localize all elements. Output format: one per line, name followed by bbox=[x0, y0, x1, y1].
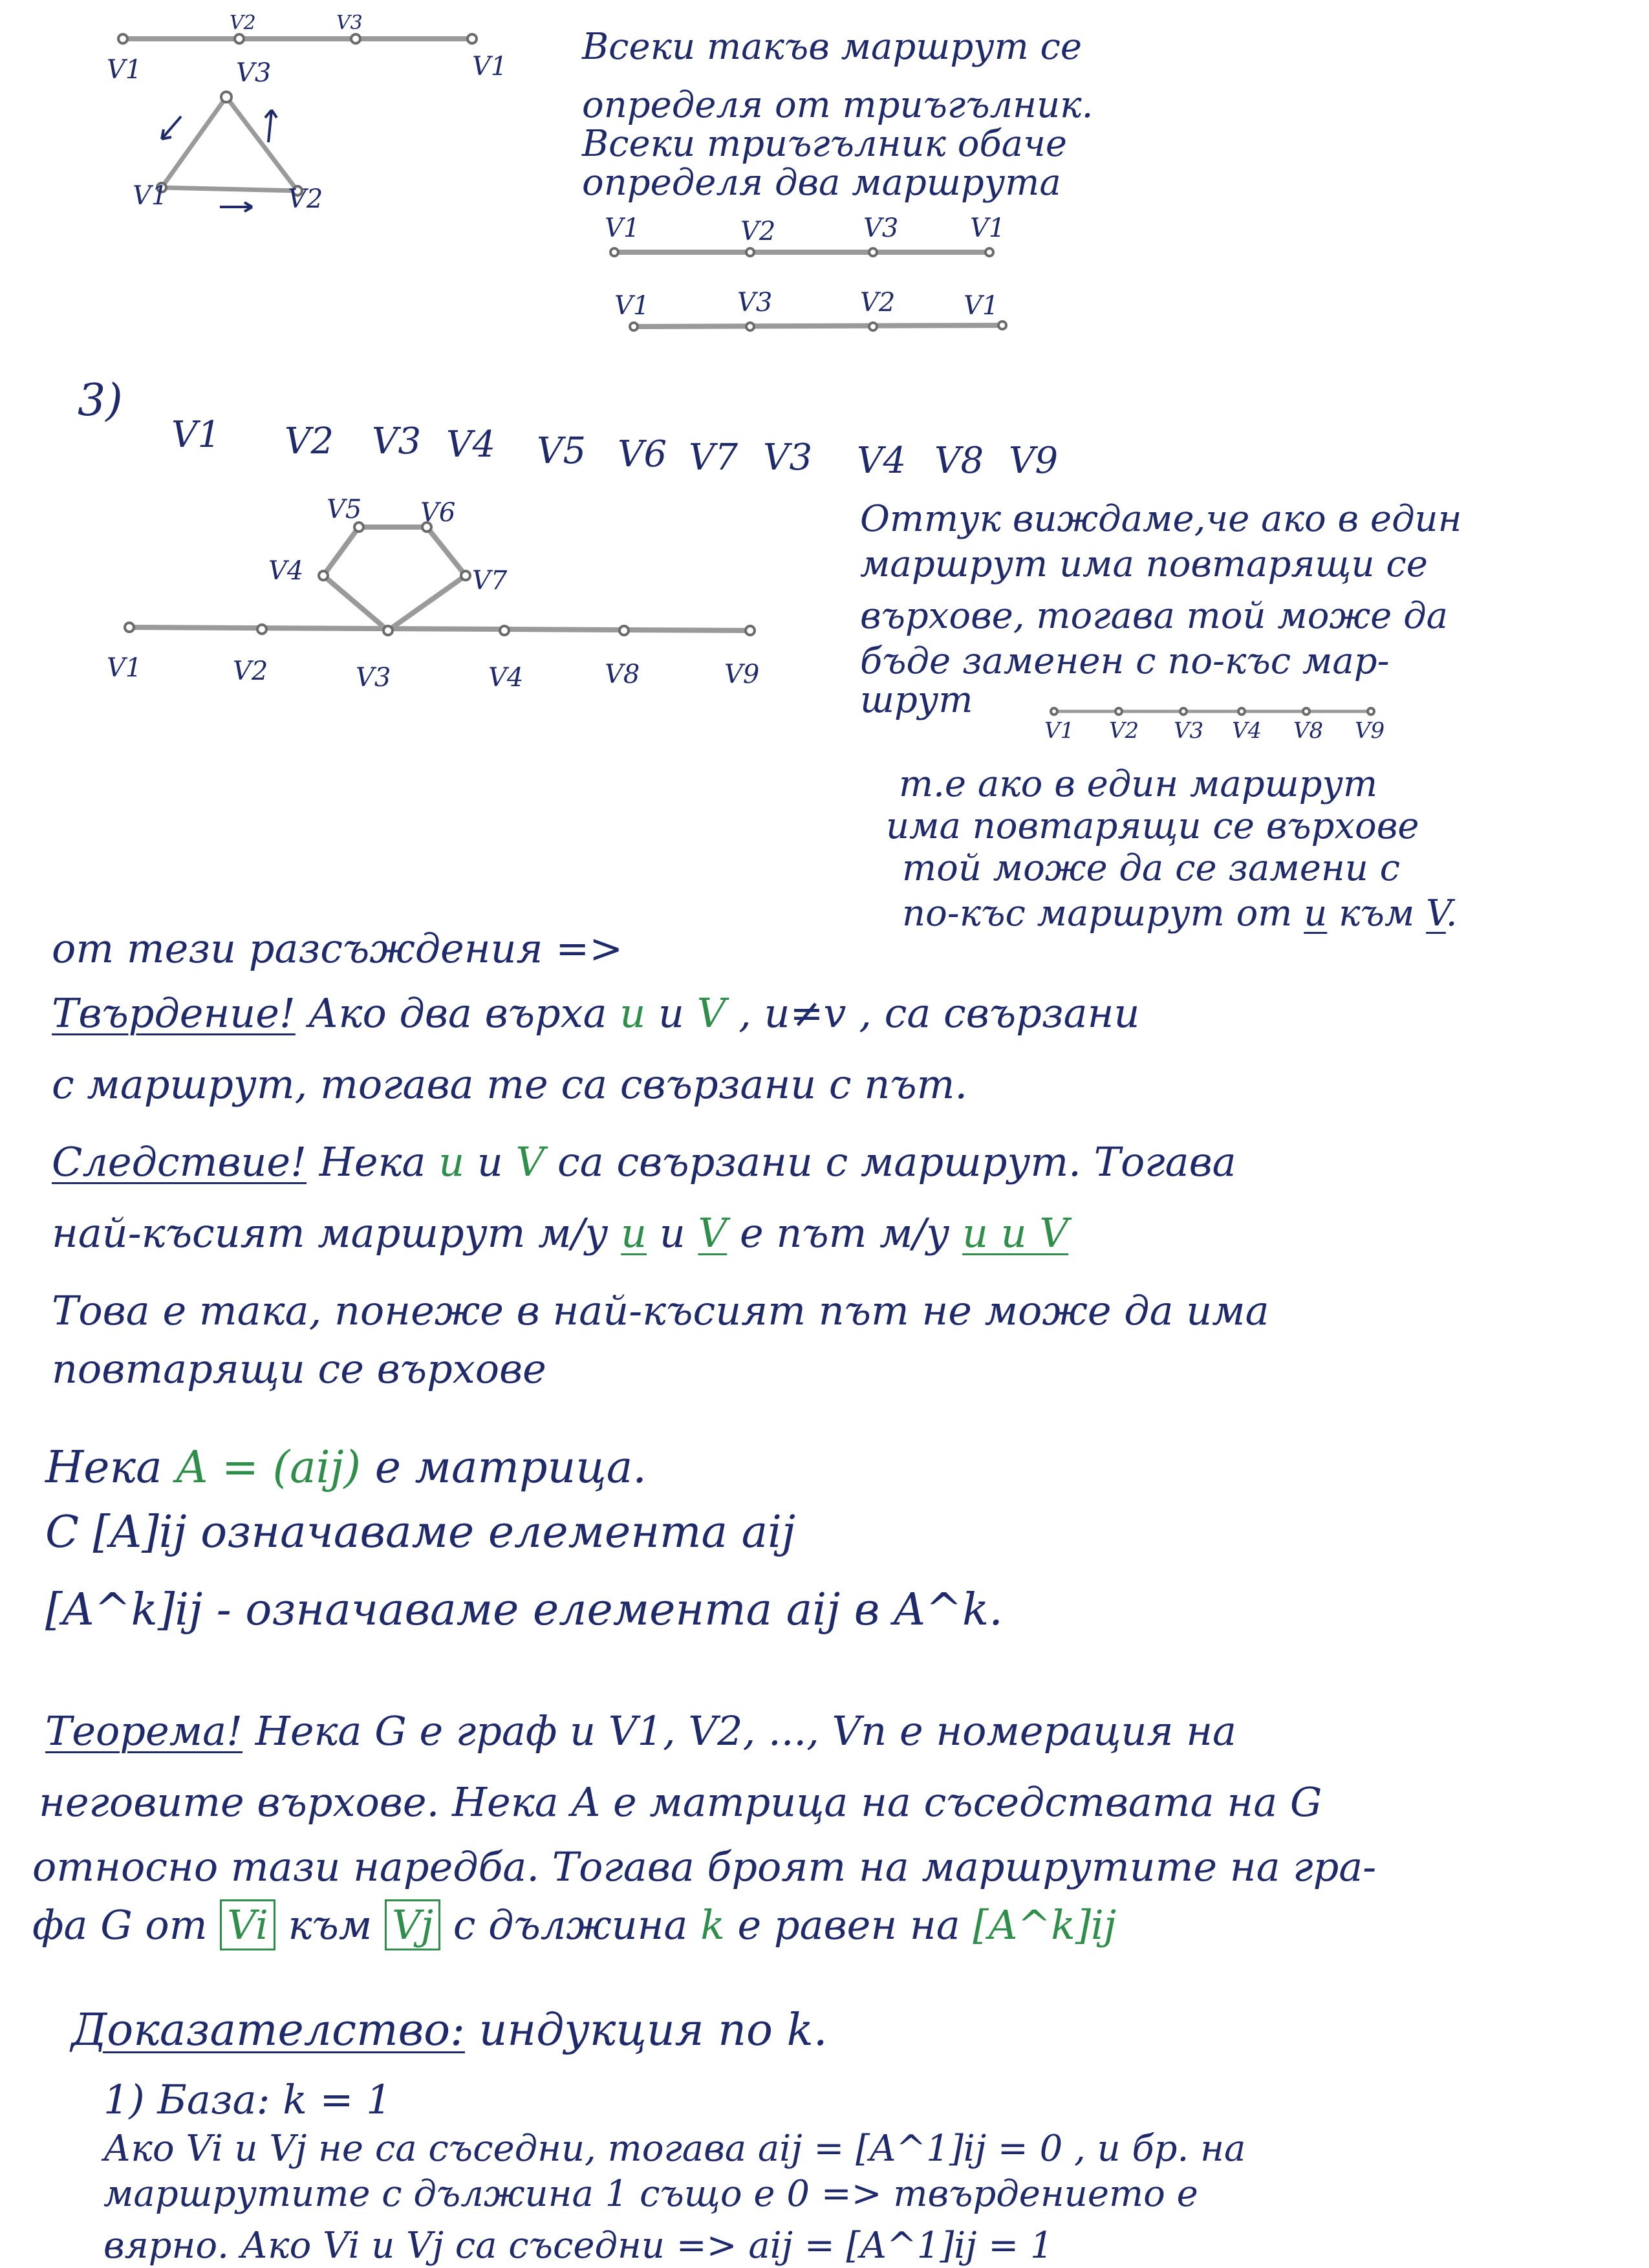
seq-v3: V3 bbox=[372, 420, 422, 462]
note1-line4: определя два маршрута bbox=[582, 162, 1061, 204]
cor-v: V bbox=[515, 1138, 545, 1185]
theorem-line1 bbox=[45, 1707, 1236, 1755]
route1-v1-end: V1 bbox=[970, 213, 1006, 243]
note1-line2: определя от триъгълник. bbox=[582, 84, 1094, 126]
cor2-text-a: най-късият маршрут м/у bbox=[52, 1209, 609, 1257]
matrix-line2: С [A]ij означаваме елемента aij bbox=[45, 1507, 796, 1558]
note3-line2: има повтарящи се върхове bbox=[886, 805, 1419, 847]
route2-v3: V3 bbox=[737, 288, 773, 318]
cor-and: и bbox=[477, 1138, 503, 1185]
corollary-label: Следствие! bbox=[52, 1138, 307, 1185]
thm-text-4a: фа G от bbox=[32, 1901, 208, 1949]
seq-v9: V9 bbox=[1009, 440, 1059, 482]
claim-text-a: Ако два върха bbox=[308, 989, 607, 1037]
route1-v2: V2 bbox=[740, 217, 776, 246]
theorem-label: Теорема! bbox=[45, 1707, 243, 1755]
base-line3: вярно. Ако Vi и Vj са съседни => aij = [A^1]ij = 1 bbox=[103, 2225, 1053, 2267]
line-label-v1: V1 bbox=[107, 653, 142, 683]
line-label-v3: V3 bbox=[356, 663, 391, 693]
seq-v7: V7 bbox=[689, 437, 738, 479]
cor2-u: u bbox=[621, 1209, 647, 1257]
claim-line1 bbox=[52, 989, 1139, 1037]
thm-text-4c: с дължина bbox=[453, 1901, 688, 1949]
path-label-v1: V1 bbox=[107, 55, 142, 85]
note3-line3: той може да се замени с bbox=[902, 847, 1401, 889]
seq-v5: V5 bbox=[537, 430, 587, 472]
line-label-v9: V9 bbox=[724, 660, 760, 689]
matrix-line1 bbox=[45, 1442, 647, 1493]
cor-line2 bbox=[52, 1209, 1068, 1257]
note2-line2: маршрут има повтарящи се bbox=[860, 543, 1428, 585]
matrix-line3: [A^k]ij - означаваме елемента aij в A^k. bbox=[45, 1584, 1003, 1636]
path-label-v3b: V3 bbox=[336, 12, 363, 34]
cor-text-a: Нека bbox=[319, 1138, 426, 1185]
short-v8: V8 bbox=[1293, 718, 1324, 744]
cor2-and: и bbox=[659, 1209, 685, 1257]
cor-u: u bbox=[438, 1138, 465, 1185]
note1-line1: Всеки такъв маршрут се bbox=[582, 26, 1083, 68]
path-label-v3: V3 bbox=[236, 58, 272, 88]
claim-label: Твърдение! bbox=[52, 989, 296, 1037]
proof-text: индукция по k. bbox=[479, 2005, 828, 2056]
path-label-v2: V2 bbox=[230, 12, 256, 34]
seq-v1: V1 bbox=[171, 414, 221, 456]
path-label-v1-end: V1 bbox=[472, 52, 508, 81]
line-label-v2: V2 bbox=[233, 656, 268, 686]
cor-text-b: са свързани с маршрут. Тогава bbox=[557, 1138, 1236, 1185]
cor2-uv: u и V bbox=[962, 1209, 1069, 1257]
path-diagram-top bbox=[110, 13, 498, 84]
thm-A: A bbox=[571, 1778, 601, 1826]
cor-line1 bbox=[52, 1138, 1236, 1185]
hexagon-graph bbox=[116, 511, 776, 653]
short-v2: V2 bbox=[1109, 718, 1139, 744]
short-v9: V9 bbox=[1355, 718, 1385, 744]
route1-v3: V3 bbox=[863, 213, 899, 243]
line-label-v8: V8 bbox=[605, 660, 640, 689]
proof-line bbox=[71, 2005, 827, 2056]
thm-text-4b: към bbox=[288, 1901, 372, 1949]
base-case: 1) База: k = 1 bbox=[103, 2076, 392, 2123]
hex-label-v7: V7 bbox=[472, 566, 508, 596]
short-v3: V3 bbox=[1174, 718, 1204, 744]
seq-v4: V4 bbox=[446, 424, 496, 466]
route2-v1: V1 bbox=[614, 291, 650, 321]
note3-line1: т.е ако в един маршрут bbox=[899, 763, 1378, 805]
short-v4: V4 bbox=[1232, 718, 1262, 744]
note1-line3: Всеки триъгълник обаче bbox=[582, 123, 1068, 165]
base-line2: маршрутите с дължина 1 също е 0 => твърдението е bbox=[103, 2173, 1198, 2215]
route2-v2: V2 bbox=[860, 288, 896, 318]
theorem-line3: относно тази наредба. Тогава броят на маршрутите на гра- bbox=[32, 1843, 1377, 1890]
note2-line4: бъде заменен с по-къс мар- bbox=[860, 640, 1390, 682]
note3-to: към bbox=[1339, 892, 1415, 934]
thm-vj-box: Vj bbox=[385, 1899, 440, 1950]
claim-v: V bbox=[696, 989, 726, 1037]
short-route-line bbox=[1048, 702, 1384, 721]
mat-text-a: Нека bbox=[45, 1442, 162, 1493]
seq-v2: V2 bbox=[285, 420, 334, 462]
thm-k: k bbox=[700, 1901, 725, 1949]
route-1-line bbox=[608, 239, 1009, 265]
thm-text-2a: неговите върхове. Нека bbox=[39, 1778, 559, 1826]
thm-text-4d: е равен на bbox=[737, 1901, 960, 1949]
note3-line4-text: по-къс маршрут от bbox=[902, 892, 1293, 934]
seq-v4b: V4 bbox=[857, 440, 907, 482]
theorem-line4 bbox=[32, 1901, 1116, 1949]
thm-text-2b: е матрица на съседствата на G bbox=[612, 1778, 1322, 1826]
base-line1: Ако Vi и Vj не са съседни, тогава aij = [A^1]ij = 0 , и бр. на bbox=[103, 2128, 1246, 2170]
claim-text-b: , u≠v , са свързани bbox=[738, 989, 1140, 1037]
intro-line: от тези разсъждения => bbox=[52, 925, 623, 972]
hex-label-v6: V6 bbox=[420, 498, 456, 528]
note2-line3: върхове, тогава той може да bbox=[860, 595, 1448, 637]
cor2-v: V bbox=[698, 1209, 727, 1257]
thm-ak: [A^k]ij bbox=[973, 1901, 1117, 1949]
route1-v1: V1 bbox=[605, 213, 640, 243]
thm-vi-box: Vi bbox=[220, 1899, 275, 1950]
proof-label: Доказателство: bbox=[71, 2005, 466, 2056]
item-3-number: 3) bbox=[78, 375, 123, 426]
note3-line4 bbox=[902, 892, 1458, 934]
claim-and: и bbox=[658, 989, 684, 1037]
mat-A: A = (aij) bbox=[176, 1442, 361, 1493]
route2-v1-end: V1 bbox=[964, 291, 999, 321]
note2-line5: шрут bbox=[860, 679, 973, 721]
hex-label-v5: V5 bbox=[327, 495, 362, 524]
triangle-label-v1: V1 bbox=[133, 181, 168, 211]
note3-v: V bbox=[1426, 892, 1446, 934]
seq-v6: V6 bbox=[618, 433, 667, 475]
note3-dot: . bbox=[1445, 892, 1458, 934]
theorem-line2 bbox=[39, 1778, 1322, 1826]
claim-u: u bbox=[620, 989, 646, 1037]
note2-line1: Оттук виждаме,че ако в един bbox=[860, 498, 1462, 540]
seq-v8: V8 bbox=[934, 440, 984, 482]
seq-v3b: V3 bbox=[763, 437, 813, 479]
claim-line2: с маршрут, тогава те са свързани с път. bbox=[52, 1061, 968, 1108]
short-v1: V1 bbox=[1044, 718, 1075, 744]
line-label-v4: V4 bbox=[488, 663, 524, 693]
thm-text-1: Нека G е граф и V1, V2, ..., Vn е номерация на bbox=[255, 1707, 1237, 1755]
triangle-label-v2: V2 bbox=[288, 184, 323, 214]
cor2-text-b: е път м/у bbox=[739, 1209, 950, 1257]
note3-u: u bbox=[1304, 892, 1328, 934]
hex-label-v4: V4 bbox=[268, 556, 304, 586]
reason-line2: повтарящи се върхове bbox=[52, 1345, 546, 1392]
mat-text-b: е матрица. bbox=[374, 1442, 647, 1493]
reason-line1: Това е така, понеже в най-късият път не може да има bbox=[52, 1287, 1269, 1334]
